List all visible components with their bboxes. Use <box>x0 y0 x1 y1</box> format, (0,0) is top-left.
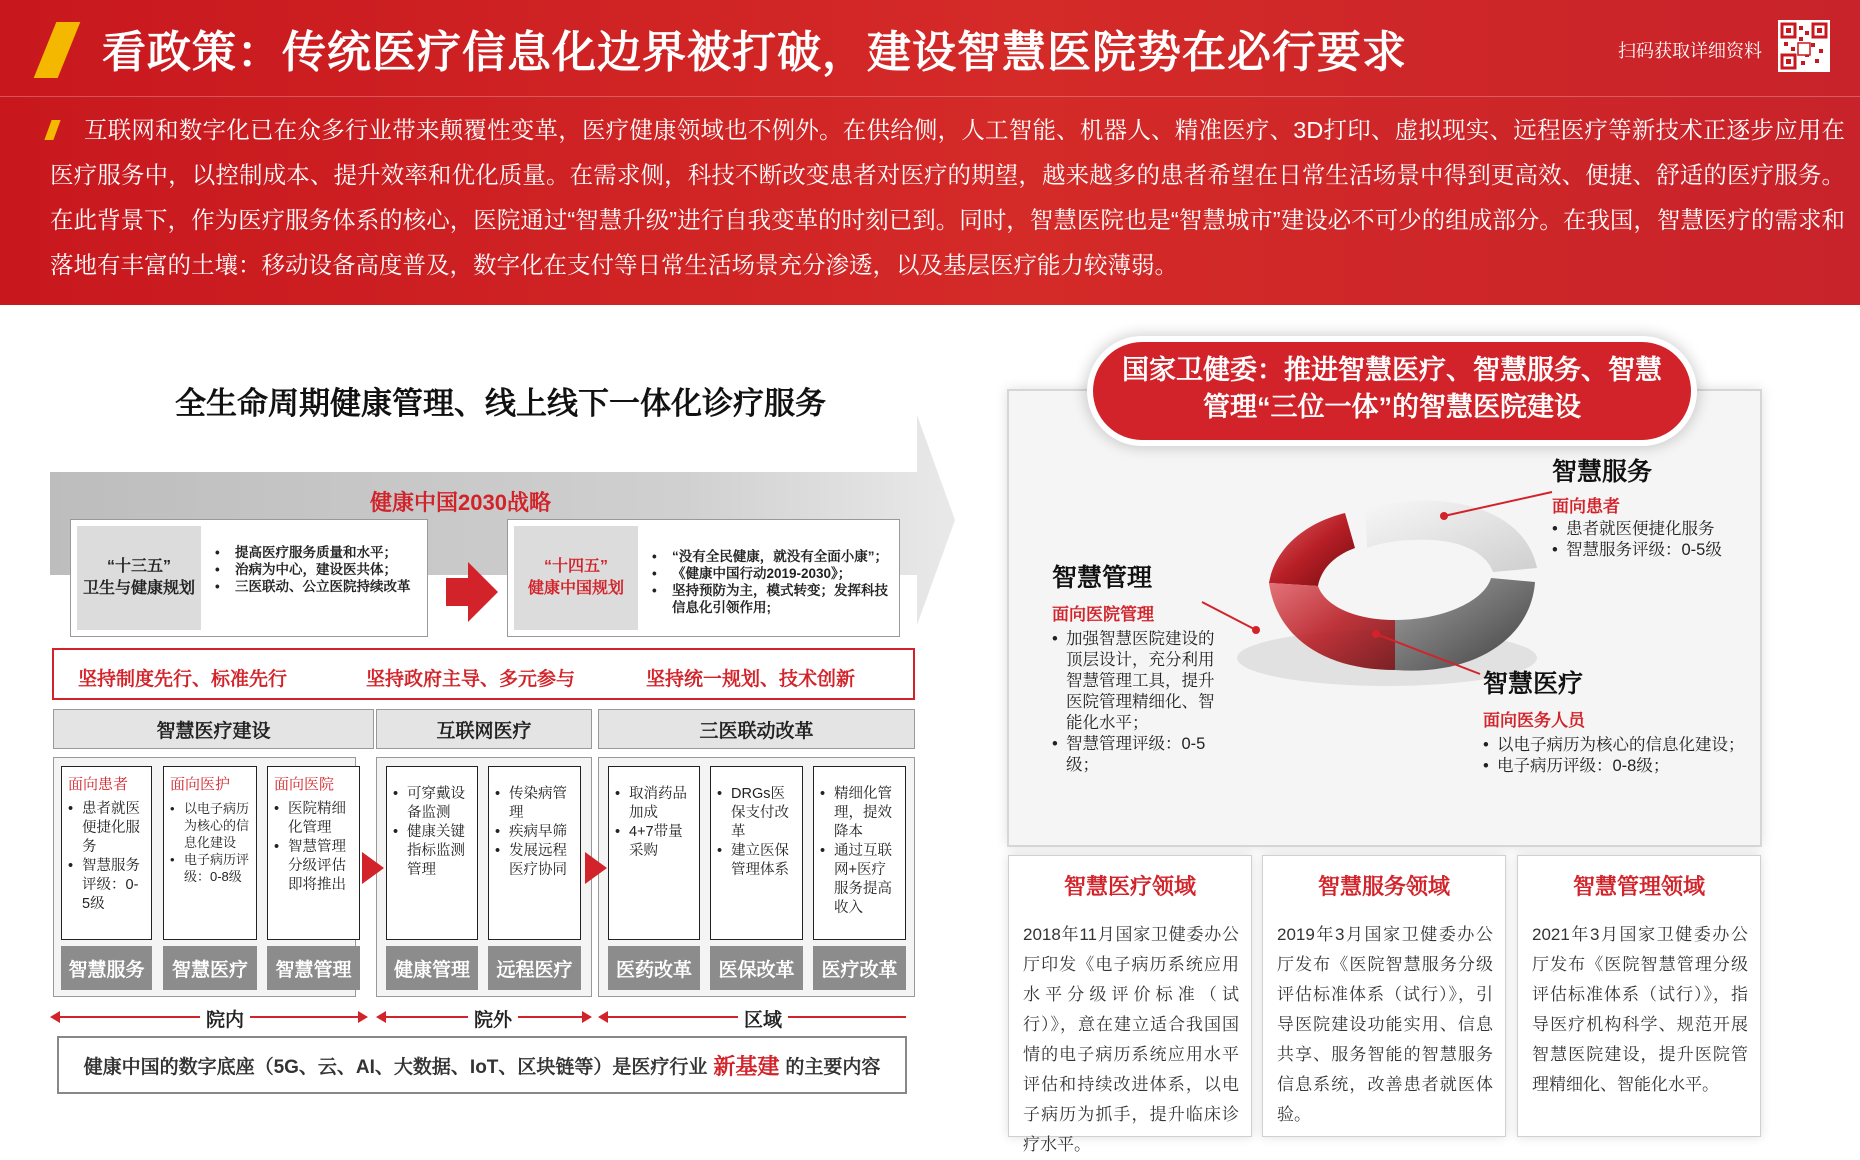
list-item: • 疾病早筛 <box>495 823 574 842</box>
scope-out-hospital <box>376 1005 592 1029</box>
ring-segment-management <box>1269 513 1355 586</box>
pointer-line-service <box>1440 488 1560 528</box>
chip-health-management: 健康管理 <box>386 946 478 990</box>
card-head: 面向医院 <box>274 776 335 793</box>
plan-13-list <box>213 544 421 595</box>
principle-item: 坚持统一规划、技术创新 <box>646 669 856 690</box>
digital-foundation-statement: 健康中国的数字底座（5G、云、AI、大数据、IoT、区块链等）是医疗行业 新基建 的主要内容 <box>57 1036 907 1094</box>
highlight-new-infrastructure: 新基建 <box>713 1053 780 1079</box>
list-item: • 建立医保管理体系 <box>717 842 796 880</box>
column-head-smart-medical: 智慧医疗建设 <box>53 709 374 749</box>
list-item: • 患者就医便捷化服务 <box>68 800 145 857</box>
list-item: • 通过互联网+医疗服务提高收入 <box>820 842 899 918</box>
list-item: • 可穿戴设备监测 <box>393 785 471 823</box>
list-item: • 健康关键指标监测管理 <box>393 823 471 880</box>
title-accent-stripe <box>34 22 81 78</box>
header-banner <box>0 0 1860 305</box>
header-divider <box>0 96 1860 97</box>
domain-title: 智慧服务领域 <box>1317 874 1450 899</box>
list-item: • 加强智慧医院建设的顶层设计，充分利用智慧管理工具，提升医院管理精细化、智能化水平； <box>1052 629 1222 734</box>
principle-item: 坚持政府主导、多元参与 <box>366 669 576 690</box>
list-item: • 电子病历评级：0-8级； <box>1483 756 1745 777</box>
card-drug-reform <box>608 766 700 940</box>
card-insurance-reform <box>710 766 803 940</box>
nhc-banner-text: 国家卫健委：推进智慧医疗、智慧服务、智慧 管理“三位一体”的智慧医院建设 <box>1122 355 1662 422</box>
list-item: • 三医联动、公立医院持续改革 <box>213 578 421 595</box>
chip-smart-medical: 智慧医疗 <box>163 946 257 990</box>
card-medical-staff <box>163 766 257 940</box>
list-item: • 治病为中心，建设医共体； <box>213 561 421 578</box>
list-item: • 智慧管理分级评估即将推出 <box>274 838 353 895</box>
intro-paragraph: 互联网和数字化已在众多行业带来颠覆性变革，医疗健康领域也不例外。在供给侧，人工智能、机器人、精准医疗、3D打印、虚拟现实、远程医疗等新技术正逐步应用在医疗服务中，以控制成本、提升效率和优化质量。在需求侧，科技不断改变患者对医疗的期望，越来越多的患者希望在日常生活场景中得到更高效、便捷、舒适的医疗服务。在此背景下，作为医疗服务体系的核心，医院通过“智慧升级”进行自我变革的时刻已到。同时，智慧医院也是“智慧城市”建设必不可少的组成部分。在我国，智慧医疗的需求和落地有丰富的土壤：移动设备高度普及，数字化在支付等日常生活场景充分渗透，以及基层医疗能力较薄弱。 <box>50 117 1845 278</box>
medical-list <box>1483 735 1745 777</box>
list-item: • 取消药品加成 <box>615 785 693 823</box>
card-patients <box>61 766 152 940</box>
card-list <box>820 785 899 918</box>
domain-text: 2018年11月国家卫健委办公厅印发《电子病历系统应用水平分级评价标准（试行）》，意在建立适合我国国情的电子病历系统应用水平评估和持续改进体系，以电子病历为抓手，提升临床诊疗水平。 <box>1023 925 1239 1154</box>
list-item: • 坚持预防为主，模式转变；发挥科技信息化引领作用; <box>650 582 893 616</box>
service-title: 智慧服务 <box>1552 458 1653 486</box>
medical-label-block <box>1483 664 1745 777</box>
list-item: • 智慧服务评级：0-5级 <box>68 857 145 914</box>
list-item: • 发展远程医疗协同 <box>495 842 574 880</box>
column-head-internet-medical: 互联网医疗 <box>376 709 592 749</box>
list-item: • 以电子病历为核心的信息化建设 <box>170 800 250 851</box>
list-item: • 智慧服务评级：0-5级 <box>1552 540 1722 561</box>
card-list <box>68 800 145 914</box>
chip-drug-reform: 医药改革 <box>608 946 700 990</box>
chip-insurance-reform: 医保改革 <box>710 946 803 990</box>
plan-13th-five-year <box>70 519 428 637</box>
plan-14th-five-year <box>507 519 900 637</box>
domain-title: 智慧管理领域 <box>1572 874 1705 899</box>
flow-arrow-icon <box>585 852 607 884</box>
chip-medical-reform: 医疗改革 <box>813 946 906 990</box>
plan-13-name: “十三五” 卫生与健康规划 <box>77 526 201 630</box>
card-list <box>717 785 796 880</box>
card-hospital <box>267 766 360 940</box>
medical-audience: 面向医务人员 <box>1483 711 1585 730</box>
domain-card-smart-medical <box>1008 855 1252 1154</box>
scope-in-hospital <box>50 1005 368 1029</box>
domain-text: 2019年3月国家卫健委办公厅发布《医院智慧服务分级评估标准体系（试行）》，引导医院建设功能实用、信息共享、服务智能的智慧服务信息系统，改善患者就医体验。 <box>1277 925 1493 1124</box>
chip-smart-management: 智慧管理 <box>267 946 360 990</box>
principles-bar <box>52 648 915 700</box>
domain-card-smart-service <box>1262 855 1506 1137</box>
chip-smart-service: 智慧服务 <box>61 946 152 990</box>
flow-arrow-icon <box>362 852 384 884</box>
list-item: • DRGs医保支付改革 <box>717 785 796 842</box>
strategy-title: 健康中国2030战略 <box>370 490 551 515</box>
scope-label: 院内 <box>200 1005 250 1032</box>
list-item: • 以电子病历为核心的信息化建设； <box>1483 735 1745 756</box>
management-label-block <box>1052 558 1222 776</box>
card-list <box>393 785 471 880</box>
management-audience: 面向医院管理 <box>1052 605 1154 624</box>
arrow-right-icon <box>358 1011 368 1023</box>
list-item: • 智慧管理评级：0-5级； <box>1052 734 1222 776</box>
list-item: • 精细化管理，提效降本 <box>820 785 899 842</box>
list-item: • 电子病历评级：0-8级 <box>170 851 250 885</box>
medical-title: 智慧医疗 <box>1483 670 1584 698</box>
card-head: 面向患者 <box>68 776 129 793</box>
card-head: 面向医护 <box>170 776 231 793</box>
list-item: • 《健康中国行动2019-2030》； <box>650 565 893 582</box>
scope-label: 区域 <box>738 1005 788 1032</box>
list-item: • 传染病管理 <box>495 785 574 823</box>
arrow-right-icon <box>582 1011 592 1023</box>
scope-regional <box>598 1005 915 1029</box>
column-head-three-reform: 三医联动改革 <box>598 709 915 749</box>
card-disease-management <box>488 766 581 940</box>
service-audience: 面向患者 <box>1552 497 1620 516</box>
pointer-line-medical <box>1372 630 1492 680</box>
plan-14-name: “十四五” 健康中国规划 <box>514 526 638 630</box>
management-list <box>1052 629 1222 776</box>
domain-text: 2021年3月国家卫健委办公厅发布《医院智慧管理分级评估标准体系（试行）》，指导医疗机构科学、规范开展智慧医院建设，提升医院管理精细化、智能化水平。 <box>1532 925 1748 1094</box>
management-title: 智慧管理 <box>1052 564 1153 592</box>
plan-transition-arrow-icon <box>446 562 498 622</box>
card-list <box>274 800 353 895</box>
list-item: • 医院精细化管理 <box>274 800 353 838</box>
left-diagram-title: 全生命周期健康管理、线上线下一体化诊疗服务 <box>175 386 826 421</box>
chip-remote-medical: 远程医疗 <box>488 946 581 990</box>
card-medical-reform <box>813 766 906 940</box>
domain-title: 智慧医疗领域 <box>1063 874 1196 899</box>
service-label-block <box>1552 452 1722 561</box>
card-wearable-monitoring <box>386 766 478 940</box>
qr-code-icon[interactable] <box>1778 20 1830 72</box>
domain-card-smart-management <box>1517 855 1761 1137</box>
list-item: • 患者就医便捷化服务 <box>1552 519 1722 540</box>
list-item: • “没有全民健康，就没有全面小康”； <box>650 548 893 565</box>
scan-label: 扫码获取详细资料 <box>1618 41 1762 61</box>
principle-item: 坚持制度先行、标准先行 <box>78 669 288 690</box>
scope-label: 院外 <box>468 1005 518 1032</box>
card-list <box>615 785 693 861</box>
plan-14-list <box>650 548 893 616</box>
list-item: • 提高医疗服务质量和水平； <box>213 544 421 561</box>
list-item: • 4+7带量采购 <box>615 823 693 861</box>
page-title: 看政策：传统医疗信息化边界被打破，建设智慧医院势在必行要求 <box>102 28 1407 77</box>
card-list <box>170 800 250 885</box>
service-list <box>1552 519 1722 561</box>
card-list <box>495 785 574 880</box>
